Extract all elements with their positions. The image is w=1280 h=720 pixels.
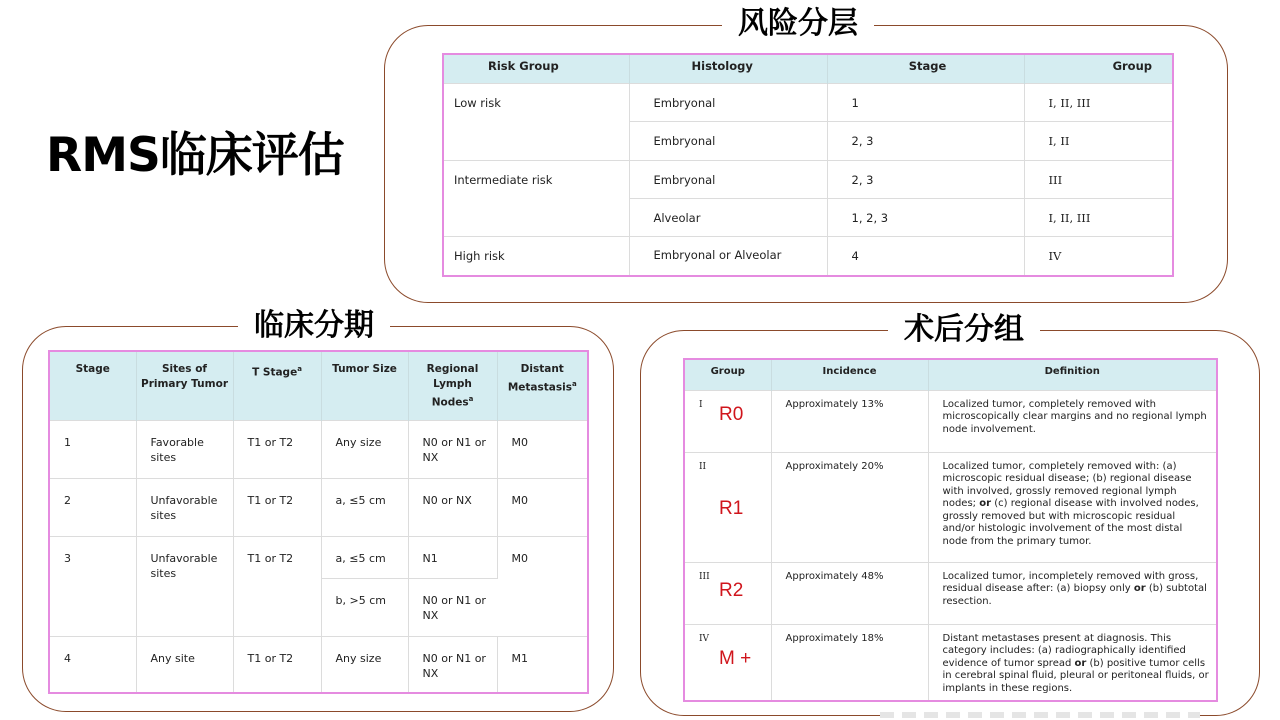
histology-cell: Embryonal (629, 122, 827, 160)
footnote-mark: a (468, 395, 474, 403)
definition-text: (b) subtotal resection. (942, 583, 1207, 607)
histology-cell: Embryonal (629, 84, 827, 122)
stage-cell: 4 (827, 237, 1024, 275)
sites-cell: Favorable sites (136, 420, 233, 478)
meta-cell: M0 (497, 536, 587, 636)
group-number: II (699, 461, 707, 472)
group-number: I (699, 399, 703, 410)
table-row (685, 452, 1216, 562)
definition-text: Localized tumor, completely removed with microscopically clear margins and no regional lymph node involvement. (942, 398, 1207, 435)
stage-header-label: Regional Lymph Nodes (426, 363, 479, 409)
stage-header-label: Sites of Primary Tumor (141, 363, 228, 390)
group-cell: I, II, III (1024, 84, 1172, 122)
stage-header-sites (136, 352, 233, 420)
table-row (50, 420, 587, 478)
stage-cell: 4 (50, 636, 136, 692)
stage-table-header (50, 352, 587, 420)
definition-keyword: or (1133, 583, 1146, 594)
group-header-definition: Definition (928, 360, 1216, 390)
stage-cell: 1 (827, 84, 1024, 122)
group-cell: I, II (1024, 122, 1172, 160)
definition-cell (928, 452, 1216, 562)
risk-panel-title: 风险分层 (722, 6, 874, 42)
stage-table (50, 352, 587, 692)
incidence-cell: Approximately 20% (771, 452, 928, 562)
table-row (50, 636, 587, 692)
t-cell: T1 or T2 (233, 420, 321, 478)
t-cell: T1 or T2 (233, 636, 321, 692)
stage-header-label: Tumor Size (332, 363, 397, 375)
risk-cell: Intermediate risk (444, 160, 629, 237)
stage-header-t (233, 352, 321, 420)
stage-header-label: T Stage (252, 366, 298, 379)
size-cell: b, >5 cm (321, 578, 408, 636)
group-panel-title: 术后分组 (888, 312, 1040, 348)
stage-panel-title: 临床分期 (238, 308, 390, 344)
group-header-group: Group (685, 360, 771, 390)
incidence-cell: Approximately 13% (771, 390, 928, 452)
group-number: III (699, 571, 710, 582)
sites-cell: Any site (136, 636, 233, 692)
nodes-cell: N1 (408, 536, 497, 578)
group-table-header (685, 360, 1216, 390)
meta-cell: M0 (497, 478, 587, 536)
stage-header-lymph (408, 352, 497, 420)
t-cell: T1 or T2 (233, 478, 321, 536)
stage-header-label: Distant Metastasis (507, 363, 572, 394)
stage-cell: 2, 3 (827, 122, 1024, 160)
stage-cell: 2, 3 (827, 160, 1024, 198)
risk-header-risk-group: Risk Group (444, 55, 629, 84)
definition-text: Localized tumor, incompletely removed with gross, residual disease after: (a) biopsy only (942, 570, 1199, 594)
definition-keyword: or (979, 498, 992, 509)
table-row (444, 237, 1172, 275)
resection-label: M + (719, 647, 752, 669)
nodes-cell: N0 or NX (408, 478, 497, 536)
risk-header-histology: Histology (629, 55, 827, 84)
stage-table-frame (48, 350, 589, 694)
definition-keyword: or (1074, 657, 1087, 669)
stage-header-label: Stage (75, 363, 110, 375)
risk-cell: High risk (444, 237, 629, 275)
nodes-cell: N0 or N1 or NX (408, 420, 497, 478)
definition-text: (b) positive tumor cells in cerebral spinal fluid, pleural or peritoneal fluids, or implants in these regions. (942, 657, 1209, 694)
group-cell (685, 452, 771, 562)
group-cell (685, 624, 771, 700)
definition-cell (928, 562, 1216, 624)
table-row (685, 562, 1216, 624)
nodes-cell: N0 or N1 or NX (408, 578, 497, 636)
t-cell: T1 or T2 (233, 536, 321, 636)
definition-cell (928, 624, 1216, 700)
size-cell: a, ≤5 cm (321, 536, 408, 578)
stage-header-stage (50, 352, 136, 420)
table-row (685, 390, 1216, 452)
meta-cell: M1 (497, 636, 587, 692)
size-cell: Any size (321, 636, 408, 692)
bottom-decoration (880, 712, 1200, 718)
table-row (50, 536, 587, 578)
definition-text: (c) regional disease with involved nodes, grossly removed but with microscopic residual and/or histologic involvement of the most distal node from the primary tumor. (942, 498, 1199, 547)
stage-cell: 2 (50, 478, 136, 536)
size-cell: Any size (321, 420, 408, 478)
stage-cell: 1, 2, 3 (827, 198, 1024, 236)
definition-text: Distant metastases present at diagnosis. This category includes: (a) radiographically identified evidence of tumor spread (942, 632, 1186, 669)
resection-label: R1 (719, 497, 744, 519)
risk-cell: Low risk (444, 84, 629, 161)
risk-header-stage: Stage (827, 55, 1024, 84)
meta-cell: M0 (497, 420, 587, 478)
definition-cell (928, 390, 1216, 452)
group-cell: I, II, III (1024, 198, 1172, 236)
incidence-cell: Approximately 18% (771, 624, 928, 700)
resection-label: R0 (719, 403, 744, 425)
group-header-incidence: Incidence (771, 360, 928, 390)
resection-label: R2 (719, 579, 744, 601)
sites-cell: Unfavorable sites (136, 478, 233, 536)
histology-cell: Embryonal or Alveolar (629, 237, 827, 275)
group-number: IV (699, 633, 710, 644)
table-row (444, 84, 1172, 122)
risk-table-header (444, 55, 1172, 84)
histology-cell: Alveolar (629, 198, 827, 236)
table-row (444, 160, 1172, 198)
group-cell: III (1024, 160, 1172, 198)
stage-header-size (321, 352, 408, 420)
nodes-cell: N0 or N1 or NX (408, 636, 497, 692)
footnote-mark: a (297, 365, 302, 373)
table-row (685, 624, 1216, 700)
group-table-frame (683, 358, 1218, 702)
sites-cell: Unfavorable sites (136, 536, 233, 636)
risk-table (444, 55, 1172, 275)
size-cell: a, ≤5 cm (321, 478, 408, 536)
table-row (50, 478, 587, 536)
group-table (685, 360, 1216, 700)
group-cell: IV (1024, 237, 1172, 275)
group-cell (685, 390, 771, 452)
footnote-mark: a (571, 380, 577, 388)
stage-cell: 1 (50, 420, 136, 478)
histology-cell: Embryonal (629, 160, 827, 198)
page-title: RMS临床评估 (46, 128, 344, 183)
stage-header-metastasis (497, 352, 587, 420)
definition-text: Localized tumor, completely removed with: (a) microscopic residual disease; (b) regional disease with involved, grossly removed regional lymph nodes; (942, 460, 1192, 509)
incidence-cell: Approximately 48% (771, 562, 928, 624)
group-cell (685, 562, 771, 624)
risk-table-frame (442, 53, 1174, 277)
risk-header-group: Group (1024, 55, 1172, 84)
stage-cell: 3 (50, 536, 136, 636)
